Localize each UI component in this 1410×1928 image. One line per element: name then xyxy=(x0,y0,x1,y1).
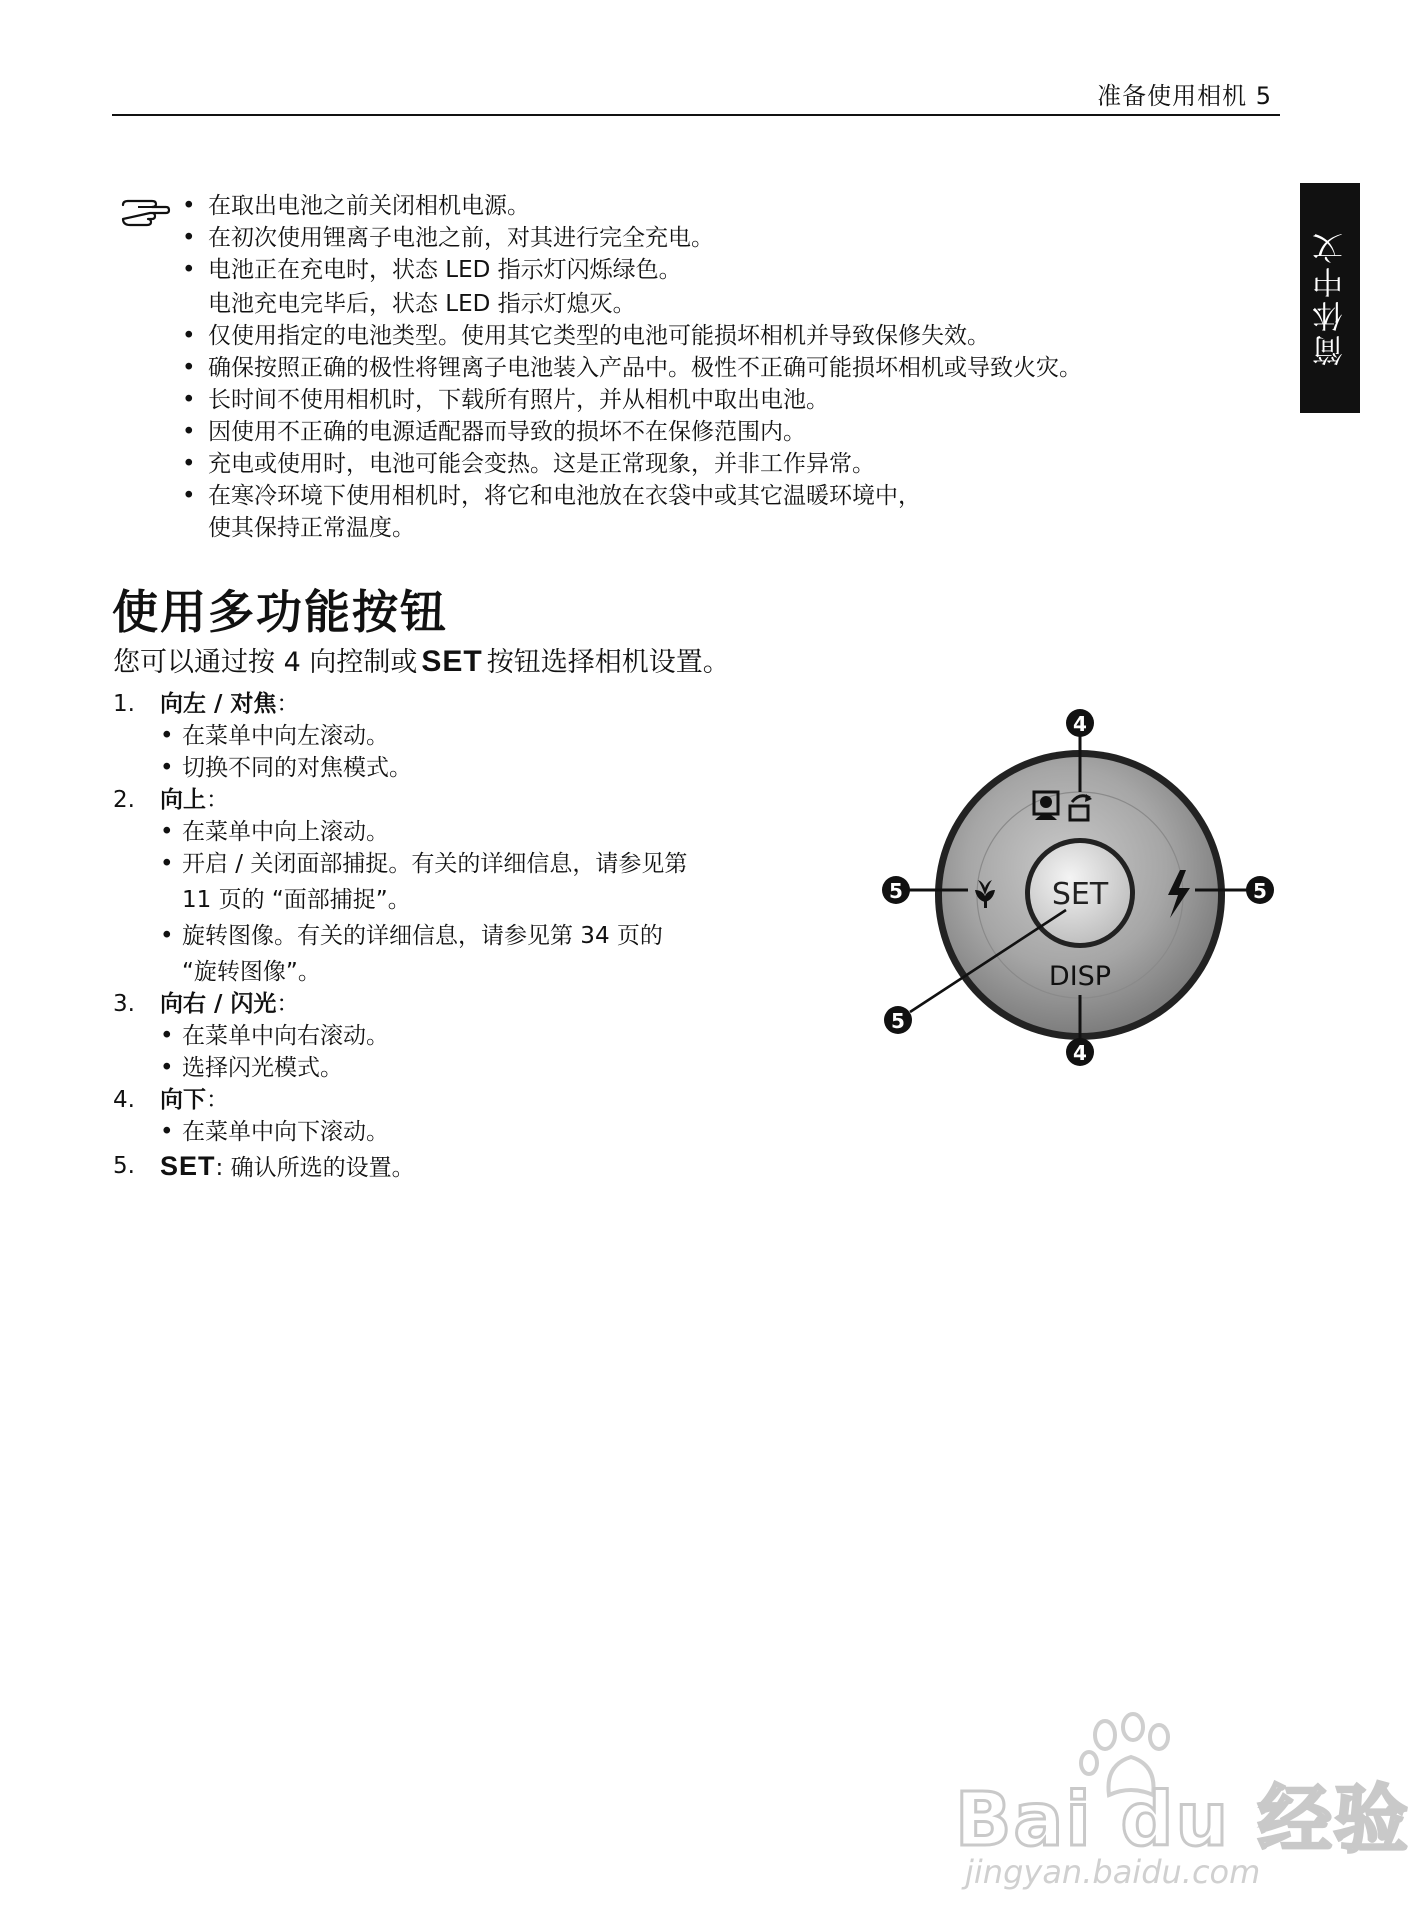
step-bullet: • 开启 / 关闭面部捕捉。有关的详细信息，请参见第 11 页的 “面部捕捉”。 xyxy=(160,848,687,916)
step-bullet: • 选择闪光模式。 xyxy=(160,1052,687,1084)
step-item xyxy=(113,988,687,1084)
disp-label: DISP xyxy=(1048,961,1112,992)
note-item: • 在取出电池之前关闭相机电源。 xyxy=(182,190,1082,222)
section-intro xyxy=(113,640,730,679)
step-item xyxy=(113,784,687,988)
step-bullet: • 在菜单中向右滚动。 xyxy=(160,1020,687,1052)
step-item xyxy=(113,1150,687,1184)
svg-text:5: 5 xyxy=(891,1009,905,1033)
step-colon: ： xyxy=(206,1087,229,1113)
note-item: • 在初次使用锂离子电池之前，对其进行完全充电。 xyxy=(182,222,1082,254)
step-label: 向下 xyxy=(160,1087,206,1113)
step-item xyxy=(113,688,687,784)
note-item: • 充电或使用时，电池可能会变热。这是正常现象，并非工作异常。 xyxy=(182,448,1082,480)
watermark-brand: Bai du 经验 xyxy=(955,1777,1410,1863)
step-number: 1. xyxy=(113,691,135,717)
intro-text-after: 按钮选择相机设置。 xyxy=(486,647,730,678)
note-item-continuation: 使其保持正常温度。 xyxy=(208,515,415,541)
svg-text:4: 4 xyxy=(1073,712,1087,736)
note-item: • 电池正在充电时，状态 LED 指示灯闪烁绿色。 电池充电完毕后，状态 LED 指示灯熄灭。 xyxy=(182,254,1082,320)
note-item: • 确保按照正确的极性将锂离子电池装入产品中。极性不正确可能损坏相机或导致火灾。 xyxy=(182,352,1082,384)
note-item: • 仅使用指定的电池类型。使用其它类型的电池可能损坏相机并导致保修失效。 xyxy=(182,320,1082,352)
step-colon: ： xyxy=(276,691,300,717)
section-title: 使用多功能按钮 xyxy=(112,585,448,639)
step-item xyxy=(113,1084,687,1148)
language-side-tab-label: 简体中文 xyxy=(1312,230,1349,366)
callout-badge-left xyxy=(882,876,910,904)
language-side-tab xyxy=(1300,183,1360,413)
callout-badge-center xyxy=(884,1006,912,1034)
header-divider xyxy=(112,114,1280,116)
callout-badge-bottom xyxy=(1066,1038,1094,1066)
intro-text-before: 您可以通过按 4 向控制或 xyxy=(113,647,418,678)
step-bullet: • 在菜单中向上滚动。 xyxy=(160,816,687,848)
steps-list xyxy=(113,688,687,1184)
note-item: • 长时间不使用相机时，下载所有照片，并从相机中取出电池。 xyxy=(182,384,1082,416)
svg-text:4: 4 xyxy=(1073,1041,1087,1065)
notes-list xyxy=(182,190,1082,544)
step-label: 向上 xyxy=(160,787,206,813)
callout-badge-top xyxy=(1066,709,1094,737)
step-number: 3. xyxy=(113,991,135,1017)
step-bullet: • 在菜单中向下滚动。 xyxy=(160,1116,687,1148)
baidu-watermark xyxy=(955,1725,1410,1905)
step-bullet: • 旋转图像。有关的详细信息，请参见第 34 页的 “旋转图像”。 xyxy=(160,920,687,988)
note-item: • 因使用不正确的电源适配器而导致的损坏不在保修范围内。 xyxy=(182,416,1082,448)
pointing-hand-icon xyxy=(120,197,170,227)
svg-text:5: 5 xyxy=(889,879,903,903)
four-way-control-diagram xyxy=(860,700,1280,1080)
svg-text:5: 5 xyxy=(1253,879,1267,903)
page-header-title: 准备使用相机 5 xyxy=(1097,82,1272,110)
watermark-url: jingyan.baidu.com xyxy=(965,1853,1261,1891)
step-bullet: • 在菜单中向左滚动。 xyxy=(160,720,687,752)
note-item: • 在寒冷环境下使用相机时，将它和电池放在衣袋中或其它温暖环境中， 使其保持正常温度。 xyxy=(182,480,1082,544)
set-button-mark: SET xyxy=(160,1151,216,1181)
set-button-mark: SET xyxy=(421,645,483,678)
callout-badge-right xyxy=(1246,876,1274,904)
step-number: 5. xyxy=(113,1153,135,1179)
step-bullet-continuation: “旋转图像”。 xyxy=(182,959,321,985)
step-number: 4. xyxy=(113,1087,135,1113)
step-colon: ： xyxy=(276,991,300,1017)
step-label: 向左 / 对焦 xyxy=(160,691,277,717)
set-button-label: SET xyxy=(1051,877,1109,912)
step-number: 2. xyxy=(113,787,135,813)
step-colon: ： xyxy=(206,787,229,813)
note-item-continuation: 电池充电完毕后，状态 LED 指示灯熄灭。 xyxy=(208,291,636,317)
step-bullet-continuation: 11 页的 “面部捕捉”。 xyxy=(182,887,411,913)
step-text: : 确认所选的设置。 xyxy=(215,1155,415,1181)
step-bullet: • 切换不同的对焦模式。 xyxy=(160,752,687,784)
step-label: 向右 / 闪光 xyxy=(160,991,277,1017)
